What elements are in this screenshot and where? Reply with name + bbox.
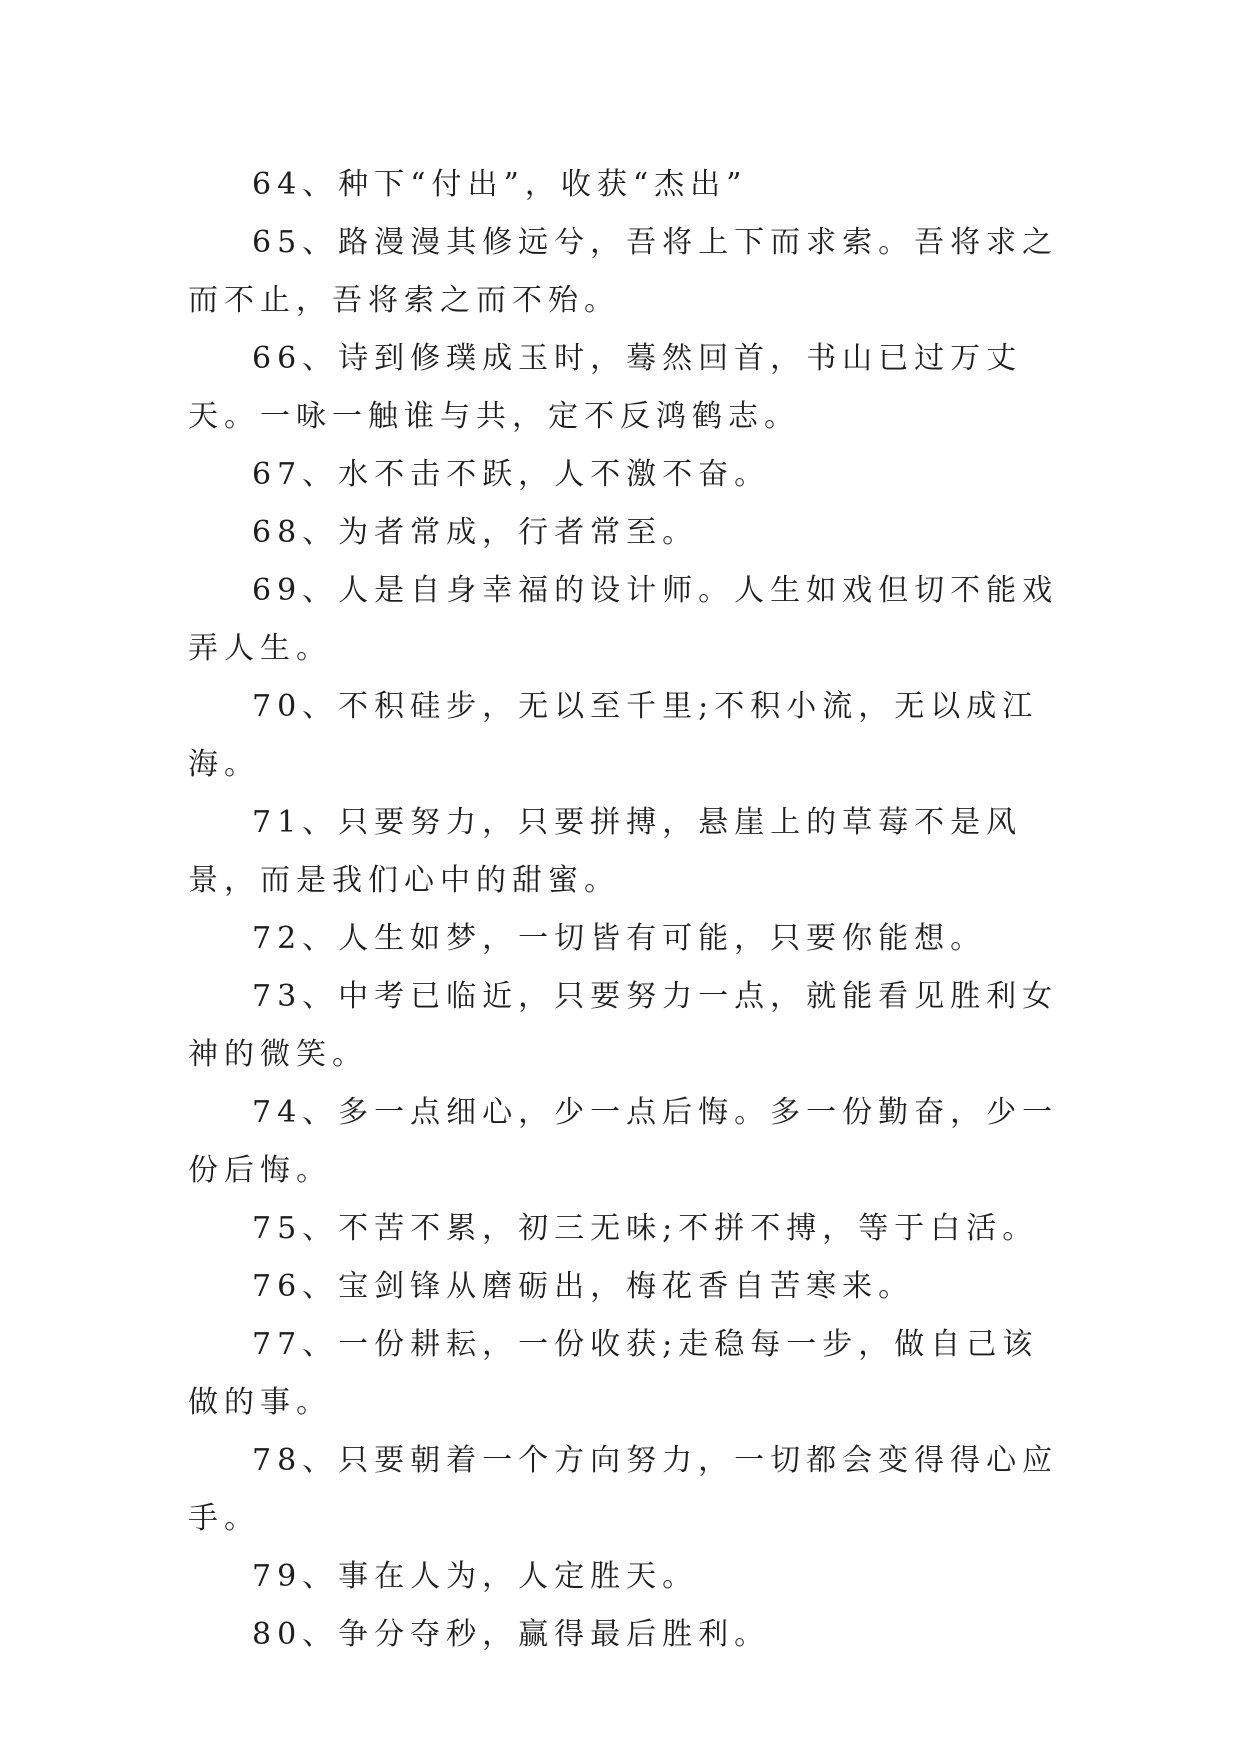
paragraph-76: 76、宝剑锋从磨砺出，梅花香自苦寒来。: [252, 1269, 915, 1304]
paragraph-69: 69、人是自身幸福的设计师。人生如戏但切不能戏弄人生。: [188, 573, 1059, 666]
paragraph-74: 74、多一点细心，少一点后悔。多一份勤奋，少一份后悔。: [188, 1095, 1059, 1188]
paragraph-70: 70、不积硅步，无以至千里;不积小流，无以成江海。: [188, 689, 1039, 782]
document-body: [188, 156, 1068, 1664]
paragraph-68: 68、为者常成，行者常至。: [252, 515, 699, 550]
paragraph-75: 75、不苦不累，初三无味;不拼不搏，等于白活。: [252, 1211, 1039, 1246]
paragraph-72: 72、人生如梦，一切皆有可能，只要你能想。: [252, 921, 987, 956]
paragraph-77: 77、一份耕耘，一份收获;走稳每一步，做自己该做的事。: [188, 1327, 1039, 1420]
paragraph-64: 64、种下“付出”，收获“杰出”: [252, 167, 748, 202]
paragraph-78: 78、只要朝着一个方向努力，一切都会变得得心应手。: [188, 1443, 1059, 1536]
paragraph-67: 67、水不击不跃，人不激不奋。: [252, 457, 771, 492]
paragraph-73: 73、中考已临近，只要努力一点，就能看见胜利女神的微笑。: [188, 979, 1059, 1072]
paragraph-80: 80、争分夺秒，赢得最后胜利。: [252, 1617, 771, 1652]
paragraph-65: 65、路漫漫其修远兮，吾将上下而求索。吾将求之而不止，吾将索之而不殆。: [188, 225, 1059, 318]
paragraph-79: 79、事在人为，人定胜天。: [252, 1559, 699, 1594]
paragraph-66: 66、诗到修璞成玉时，蓦然回首，书山已过万丈天。一咏一触谁与共，定不反鸿鹤志。: [188, 341, 1023, 434]
paragraph-71: 71、只要努力，只要拼搏，悬崖上的草莓不是风景，而是我们心中的甜蜜。: [188, 805, 1023, 898]
